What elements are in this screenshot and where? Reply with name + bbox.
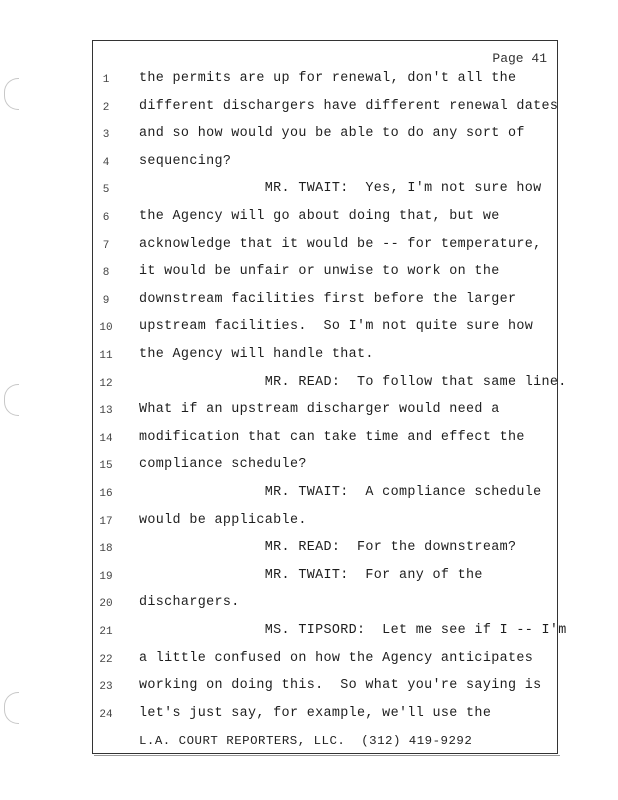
transcript-line <box>93 374 567 397</box>
page-number: Page 41 <box>492 51 547 66</box>
line-number: 1 <box>102 74 110 86</box>
punch-hole-top <box>4 78 19 110</box>
line-number: 9 <box>102 294 110 307</box>
line-number: 3 <box>102 129 110 142</box>
frame-shadow <box>94 755 560 756</box>
line-text: MS. TIPSORD: Let me see if I -- I'm <box>139 623 567 638</box>
transcript-line <box>93 209 557 231</box>
line-text: compliance schedule? <box>139 457 307 473</box>
line-number: 10 <box>99 322 113 335</box>
transcript-line <box>93 595 557 617</box>
line-text: downstream facilities first before the larger <box>139 291 517 307</box>
transcript-line <box>93 99 557 121</box>
line-text: acknowledge that it would be -- for temperature, <box>139 236 542 252</box>
line-number: 16 <box>99 488 113 500</box>
line-text: MR. READ: To follow that same line. <box>139 374 567 390</box>
transcript-line <box>93 540 557 562</box>
transcript-line <box>93 181 557 203</box>
line-text: working on doing this. So what you're saying is <box>139 678 542 694</box>
punch-hole-bottom <box>4 692 19 724</box>
line-text: it would be unfair or unwise to work on the <box>139 264 500 280</box>
line-number: 15 <box>99 460 113 473</box>
line-text: MR. TWAIT: A compliance schedule <box>139 485 542 500</box>
transcript-line <box>93 485 557 507</box>
transcript-line <box>93 347 557 369</box>
line-number: 18 <box>99 543 113 556</box>
transcript-line <box>93 154 557 176</box>
line-text: let's just say, for example, we'll use the <box>139 705 492 721</box>
line-text: What if an upstream discharger would need a <box>139 402 500 418</box>
line-text: upstream facilities. So I'm not quite sure how <box>139 319 534 335</box>
line-number: 7 <box>102 239 110 252</box>
transcript-line <box>93 678 557 700</box>
transcript-line <box>93 513 557 535</box>
line-text: modification that can take time and effect the <box>139 429 525 445</box>
transcript-line <box>93 292 557 314</box>
transcript-line <box>93 126 557 148</box>
transcript-line <box>93 706 557 728</box>
line-number: 17 <box>99 515 113 528</box>
line-number: 21 <box>99 626 113 638</box>
line-number: 5 <box>102 184 110 197</box>
transcript-line <box>93 319 557 341</box>
line-number: 19 <box>99 570 113 583</box>
punch-hole-middle <box>4 384 19 416</box>
line-number: 8 <box>102 267 110 280</box>
line-number: 13 <box>99 405 113 418</box>
line-number: 6 <box>102 212 110 224</box>
line-number: 11 <box>99 350 113 362</box>
line-text: sequencing? <box>139 153 232 169</box>
line-number: 2 <box>102 101 110 114</box>
line-text: MR. TWAIT: Yes, I'm not sure how <box>139 181 542 197</box>
line-text: and so how would you be able to do any sort of <box>139 126 525 142</box>
line-number: 23 <box>99 681 113 694</box>
line-text: the Agency will go about doing that, but we <box>139 209 500 224</box>
transcript-line <box>93 651 557 673</box>
transcript-line <box>93 402 557 424</box>
transcript-line <box>93 623 567 645</box>
line-number: 20 <box>99 598 113 611</box>
transcript-line <box>93 264 557 286</box>
transcript-page <box>92 40 567 754</box>
line-text: the Agency will handle that. <box>139 347 374 362</box>
transcript-line <box>93 237 557 259</box>
line-text: MR. TWAIT: For any of the <box>139 567 483 583</box>
transcript-line <box>93 457 557 479</box>
transcript-line <box>93 430 557 452</box>
line-number: 22 <box>99 653 113 666</box>
transcript-line <box>93 71 557 93</box>
line-number: 14 <box>99 432 113 445</box>
court-reporter-footer: L.A. COURT REPORTERS, LLC. (312) 419-9292 <box>139 734 473 748</box>
transcript-line <box>93 568 557 590</box>
line-number: 24 <box>99 708 113 721</box>
line-text: the permits are up for renewal, don't all the <box>139 71 517 86</box>
line-text: dischargers. <box>139 595 240 611</box>
line-text: would be applicable. <box>139 512 307 528</box>
line-text: different dischargers have different renewal dates <box>139 98 559 114</box>
line-number: 4 <box>102 156 110 169</box>
line-text: a little confused on how the Agency anticipates <box>139 650 534 666</box>
line-text: MR. READ: For the downstream? <box>139 540 517 556</box>
line-number: 12 <box>99 377 113 390</box>
